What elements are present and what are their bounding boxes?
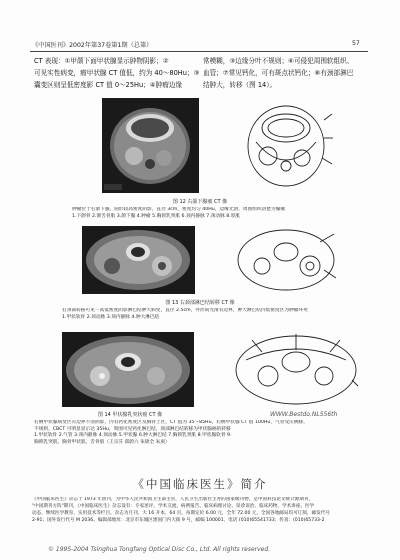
figure-14-caption-line: 右侧甲状腺病变区有边界不清阴影，内有钙化密度区及胸骨上区，CT 值为 35～85Hu，右侧甲状腺 CT 值 100Hu，气管受压侧移， bbox=[34, 420, 308, 425]
intro-paragraph-line: 2-91；国外发行代号 M 2036。编辑部地址：北京市东城区建国门内大街 9 号，邮编 100001，电话 (010)65541733；传真：(010)65733-2 bbox=[32, 517, 325, 523]
figure-12-ct-image bbox=[102, 98, 199, 193]
figure-12-caption-line: 1.下颌骨 2.颌舌骨肌 3.颌下腺 4.肿瘤 5.胸锁乳突肌 6.颈内静脉 7.颈动脉 8.咬肌 bbox=[72, 213, 241, 219]
figure-13-caption-line: 右颈部转移可见一高低密度阴影淋巴结肿大病变，直径 2.5cm，外形尚光滑有边界，肿大淋巴结内低密度区为肿瘤坏死 bbox=[62, 308, 308, 313]
intro-right-line: 结肿大，转移（图 14）。 bbox=[203, 81, 277, 89]
figure-12-caption-line: 肿瘤位于右颌下腺，圆形较高密度阴影，直径 3cm，密度均匀 40Hu，边缘光滑，周围组织清楚为腺瘤 bbox=[72, 207, 286, 212]
section-title: 《中国临床医生》简介 bbox=[132, 477, 268, 491]
intro-right-column bbox=[203, 55, 369, 91]
journal-header-title: 《中国医刊》2002年第37卷第1期（总第） bbox=[32, 42, 153, 49]
figure-13-title: 图 13 右颈部淋巴结转移 CT 像 bbox=[165, 300, 235, 306]
figure-13-caption-line: 1.甲状软骨 2.颈动脉 3.颈内静脉 4.肿大淋巴结 bbox=[62, 314, 160, 320]
figure-12-title: 图 12 右颌下腺瘤 CT 像 bbox=[172, 199, 228, 205]
intro-left-column bbox=[34, 55, 200, 91]
figure-13-caption bbox=[62, 308, 372, 321]
figure-12-diagram bbox=[236, 98, 336, 193]
figure-14-watermark: WWW.Bestdo.NL556th bbox=[270, 411, 338, 418]
figure-13-ct-image bbox=[82, 226, 195, 294]
page-number: 57 bbox=[352, 40, 360, 47]
figure-14-diagram bbox=[232, 330, 360, 408]
figure-12-caption bbox=[72, 207, 372, 220]
intro-paragraph-line: 《中国临床医生》杂志于 1973 年创刊，为中华人民共和国卫生部主管，人民卫生出版社主办的国家级刊物，是中国科技论文统计源期刊， bbox=[32, 497, 314, 502]
journal-intro-paragraph bbox=[32, 497, 370, 525]
intro-right-line: 血管；⑦常见钙化，可有斑点状钙化；⑧有颈部淋巴 bbox=[203, 69, 354, 77]
figure-14-ct-image bbox=[62, 332, 194, 407]
header-rule bbox=[30, 51, 368, 52]
intro-paragraph-line: "中国期刊方阵"期刊，《中国临床医生》杂志设有：专家述评、学术交流、病例报告、临床病理讨论、误诊误治、临床药物、学术讲座、医学 bbox=[32, 503, 315, 509]
intro-right-line: 常模糊，③边缘分叶不规则；⑥可侵犯周围软组织、 bbox=[203, 57, 354, 65]
figure-14-caption-line: 1.甲状软骨 2.气管 3.颈内静脉 4.颈动脉 5.甲状腺 6.肿大淋巴结 7.胸锁乳突肌 8.甲状腺软骨 9. bbox=[34, 433, 232, 439]
figure-14-title: 图 14 甲状腺乳突状癌 CT 像 bbox=[97, 412, 163, 418]
copyright-footer: © 1995-2004 Tsinghua Tongfang Optical Disc Co., Ltd. All rights reserved. bbox=[48, 546, 271, 553]
figure-14-caption bbox=[34, 420, 370, 446]
figure-13-diagram bbox=[234, 226, 338, 294]
intro-paragraph-line: 动态、继续医学教育、实用技术等栏目。杂志为月刊，大 16 开本，64 页，每期定价 6.00 元，全年 72.00 元，全国各地邮局均可订阅，邮发代号 bbox=[32, 510, 330, 516]
intro-left-line: 可见实性病变，瘤甲状腺 CT 值低，约为 40～80Hu；③ bbox=[34, 69, 200, 77]
intro-left-line: CT 表现：①甲颌下面甲状腺显示肿物阴影；② bbox=[34, 57, 169, 65]
figure-14-caption-line: 不规则，CBCT 可明显显示达 35Hu，周围可见钙化淋巴结，颈部淋巴结转移为甲状腺癌的转移 bbox=[34, 426, 231, 432]
figure-14-caption-line: 胸锁乳突肌，胸骨甲状肌，舌骨肌（王宗芬 邱蔚六 朱锦全 朱庚） bbox=[34, 439, 170, 445]
intro-left-line: 囊变区则呈低密度影 CT 值 0～25Hu；④肿瘤边缘 bbox=[34, 81, 183, 89]
